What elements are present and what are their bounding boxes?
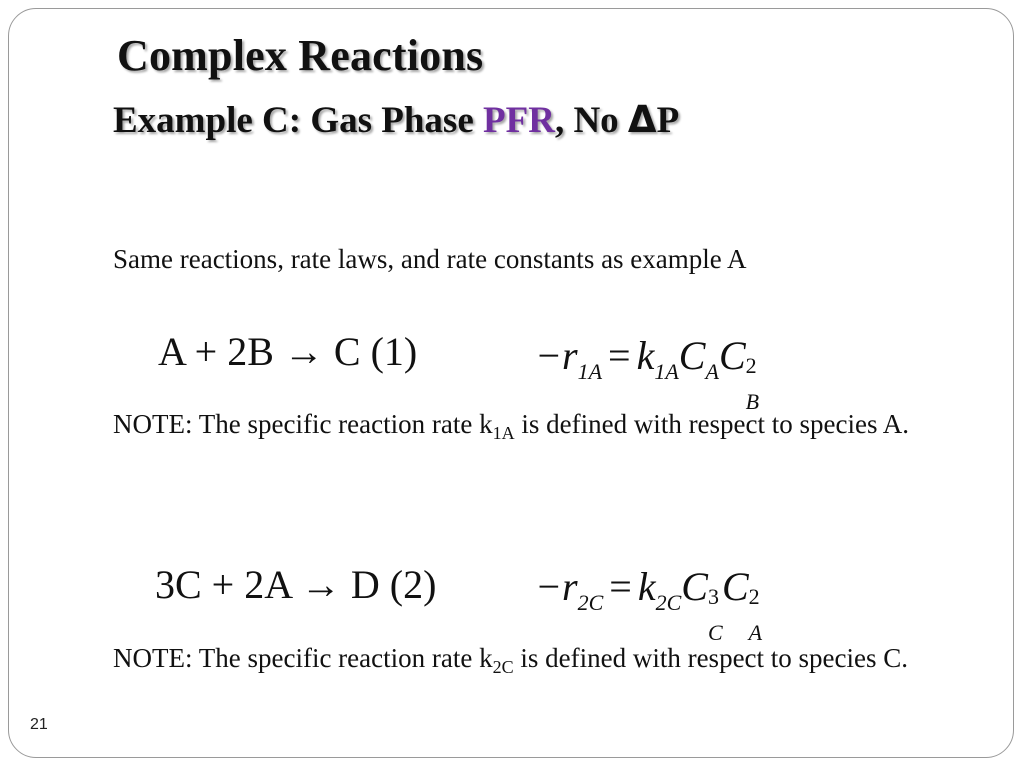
rate-law-1: $-r_{1A} = k_{1A}C_AC$ 2 B [535,333,760,414]
note-1 [113,402,963,456]
note-2-sub: 2C [492,657,514,677]
intro-text: Same reactions, rate laws, and rate constants as example A [113,244,747,274]
rate-1-k-sub: 1A [654,359,679,384]
rate-2-c2: C [721,564,749,609]
rate-2-c1-sup: 3 [707,584,719,609]
note-2-suffix: is defined with respect to species C. [513,643,909,673]
rate-1-c2-sup: 2 [745,353,757,378]
note-2-prefix: NOTE: The specific reaction rate k [113,643,493,673]
rate-2-lhs: −r [535,564,578,609]
subtitle-suffix: , No [554,100,628,141]
rate-1-c2: C [718,333,746,378]
reaction-2-equation: 3C + 2A → D (2) [155,562,437,607]
rate-1-lhs: −r [535,333,578,378]
note-1-suffix: is defined with respect to species A. [514,409,909,439]
slide-title: Complex Reactions [117,31,484,80]
note-2 [113,636,963,690]
slide-subtitle [113,98,679,142]
page-number: 21 [30,716,48,733]
subtitle-prefix: Example C: Gas Phase [113,100,483,141]
rate-1-c1-sub: A [705,359,719,384]
rate-1-c1: C [678,333,706,378]
subtitle-tail: P [656,100,680,141]
rate-law-2: $-r_{2C} = k_{2C}C$ 3 C C 2 A [535,564,763,645]
subtitle-highlight: PFR [483,100,555,141]
rate-2-k: k [637,564,656,609]
delta-symbol: Δ [627,98,657,141]
rate-1-c2-sub: B [745,389,760,414]
note-1-sub: 1A [492,423,515,443]
rate-2-k-sub: 2C [655,590,682,615]
note-1-prefix: NOTE: The specific reaction rate k [113,409,493,439]
rate-2-c2-sub: A [748,620,763,645]
rate-1-k: k [636,333,655,378]
reaction-1-equation: A + 2B → C (1) [158,329,418,374]
rate-2-c1: C [681,564,708,609]
rate-2-c2-sup: 2 [748,584,760,609]
rate-2-c1-sub: C [707,620,723,645]
rate-2-lhs-sub: 2C [577,590,604,615]
rate-1-lhs-sub: 1A [577,359,603,384]
